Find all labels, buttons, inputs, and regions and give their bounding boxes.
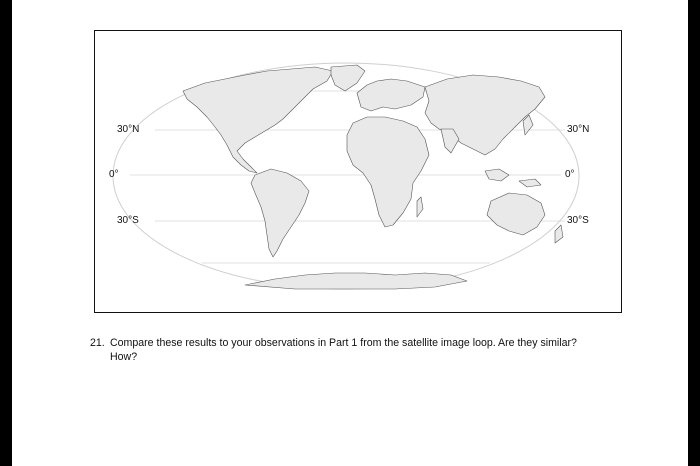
lat-label-left-equator: 0° [109, 169, 119, 180]
lat-label-left-30s: 30°S [117, 215, 139, 226]
document-page [12, 0, 688, 466]
new-zealand-landmass [555, 225, 563, 243]
world-map [95, 31, 623, 314]
world-map-figure [94, 30, 622, 313]
question-text-line1: Compare these results to your observations in Part 1 from the satellite image loop. Are they similar? [110, 337, 577, 349]
lat-label-left-30n: 30°N [117, 124, 140, 135]
lat-label-right-30s: 30°S [567, 215, 589, 226]
lat-label-right-30n: 30°N [567, 124, 590, 135]
question-text-line2: How? [110, 351, 138, 363]
question-21 [90, 336, 650, 364]
lat-label-right-equator: 0° [565, 169, 575, 180]
question-number: 21. [90, 337, 105, 349]
